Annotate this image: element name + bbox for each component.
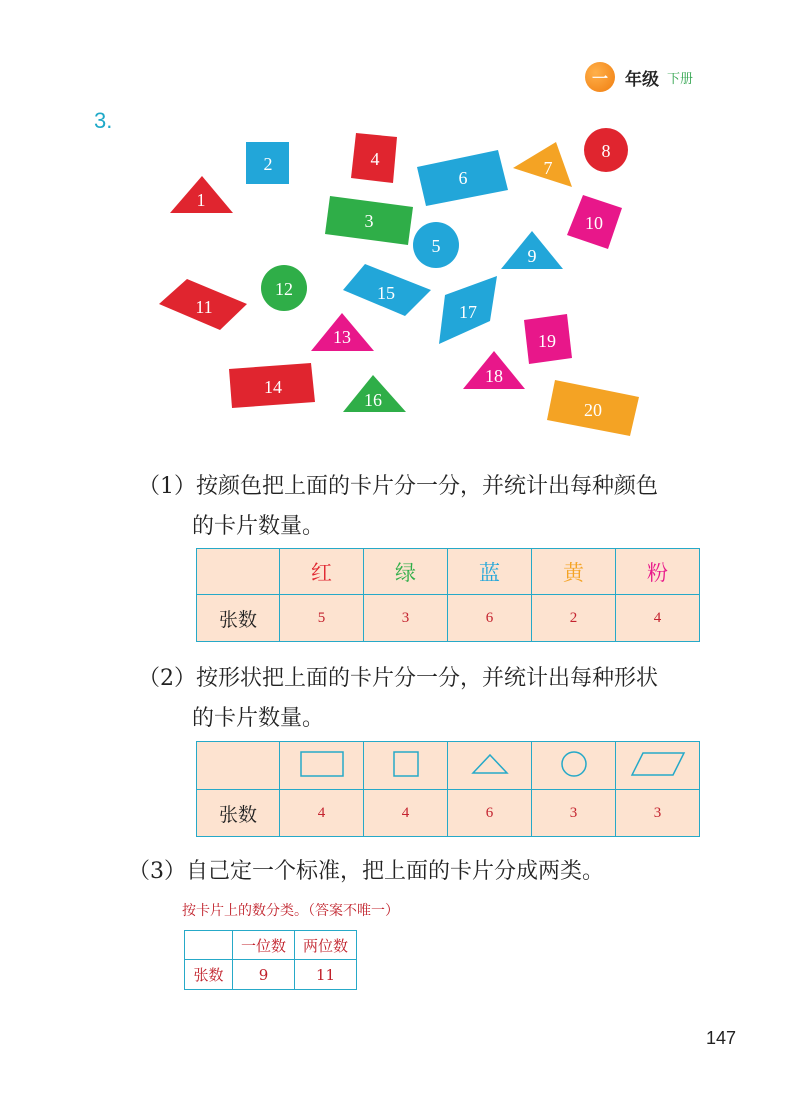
card-8-label: 8 <box>601 141 611 161</box>
triangle-count: 6 <box>448 790 532 837</box>
color-col-yellow: 黄 <box>532 549 616 595</box>
card-5-label: 5 <box>431 236 441 256</box>
card-12-label: 12 <box>275 279 293 299</box>
shape-col-circle <box>532 742 616 790</box>
card-17 <box>439 276 497 344</box>
circle-count: 3 <box>532 790 616 837</box>
shape-col-square <box>364 742 448 790</box>
grade-char: 一 <box>591 68 608 88</box>
card-12 <box>261 265 307 311</box>
grade-label: 年级 <box>625 69 659 90</box>
card-14-label: 14 <box>264 377 282 397</box>
card-9 <box>501 231 563 269</box>
color-table-corner <box>197 549 280 595</box>
rectangle-count: 4 <box>280 790 364 837</box>
square-count: 4 <box>364 790 448 837</box>
shape-col-triangle <box>448 742 532 790</box>
card-5 <box>413 222 459 268</box>
card-18-label: 18 <box>485 366 503 386</box>
square-icon <box>392 750 420 778</box>
page-number: 147 <box>705 1028 736 1048</box>
part3-prompt: （3）自己定一个标准，把上面的卡片分成两类。 <box>128 859 604 884</box>
card-2 <box>246 142 289 184</box>
one-digit-count: 9 <box>233 960 295 990</box>
part2-prompt-line2: 的卡片数量。 <box>192 706 325 731</box>
shape-cards-figure <box>0 0 800 450</box>
card-7 <box>513 142 572 187</box>
part3-col-one-digit: 一位数 <box>233 931 295 960</box>
card-20-label: 20 <box>584 400 602 420</box>
question-number: 3. <box>94 108 113 133</box>
card-20 <box>547 380 639 436</box>
color-col-green: 绿 <box>364 549 448 595</box>
part1-prompt-line2: 的卡片数量。 <box>192 514 325 539</box>
green-count: 3 <box>364 595 448 642</box>
card-18 <box>463 351 525 389</box>
card-6 <box>417 150 508 206</box>
shape-col-rectangle <box>280 742 364 790</box>
card-15-label: 15 <box>377 283 395 303</box>
card-2-label: 2 <box>263 154 273 174</box>
pink-count: 4 <box>616 595 700 642</box>
rectangle-icon <box>299 750 345 778</box>
card-1 <box>170 176 233 213</box>
triangle-icon <box>470 752 510 776</box>
color-col-blue: 蓝 <box>448 549 532 595</box>
color-col-pink: 粉 <box>616 549 700 595</box>
card-6-label: 6 <box>458 168 468 188</box>
card-7-shape <box>513 142 572 187</box>
part1-prompt-line1: （1）按颜色把上面的卡片分一分，并统计出每种颜色 <box>138 474 658 499</box>
card-17-label: 17 <box>459 302 477 322</box>
card-1-label: 1 <box>196 190 206 210</box>
shape-col-parallelogram <box>616 742 700 790</box>
blue-count: 6 <box>448 595 532 642</box>
parallelogram-count: 3 <box>616 790 700 837</box>
part3-row-label: 张数 <box>185 960 233 990</box>
card-9-label: 9 <box>527 246 537 266</box>
circle-icon <box>559 749 589 779</box>
card-4-label: 4 <box>370 149 380 169</box>
part3-answer-note: 按卡片上的数分类。（答案不唯一） <box>182 903 399 919</box>
card-11-label: 11 <box>195 297 213 317</box>
part2-prompt-line1: （2）按形状把上面的卡片分一分，并统计出每种形状 <box>138 666 658 691</box>
red-count: 5 <box>280 595 364 642</box>
card-3-label: 3 <box>364 211 374 231</box>
card-15 <box>343 264 431 316</box>
parallelogram-icon <box>629 750 687 778</box>
card-13 <box>311 313 374 351</box>
part3-answer-table <box>184 930 357 990</box>
color-count-table <box>196 548 700 642</box>
card-3 <box>325 196 413 245</box>
card-19-label: 19 <box>538 331 556 351</box>
part3-col-two-digit: 两位数 <box>295 931 357 960</box>
card-10 <box>567 195 622 249</box>
part3-table-corner <box>185 931 233 960</box>
card-10-label: 10 <box>585 213 603 233</box>
card-16 <box>343 375 406 412</box>
card-8 <box>584 128 628 172</box>
card-11 <box>159 279 247 330</box>
card-19 <box>524 314 572 364</box>
card-7-label: 7 <box>543 158 553 178</box>
card-14 <box>229 363 315 408</box>
color-col-red: 红 <box>280 549 364 595</box>
card-4 <box>351 133 397 183</box>
volume-label: 下册 <box>667 71 694 87</box>
color-row-label: 张数 <box>197 595 280 642</box>
shape-table-corner <box>197 742 280 790</box>
card-16-label: 16 <box>364 390 382 410</box>
yellow-count: 2 <box>532 595 616 642</box>
shape-row-label: 张数 <box>197 790 280 837</box>
card-13-label: 13 <box>333 327 351 347</box>
shape-count-table <box>196 741 700 837</box>
two-digit-count: 11 <box>295 960 357 990</box>
